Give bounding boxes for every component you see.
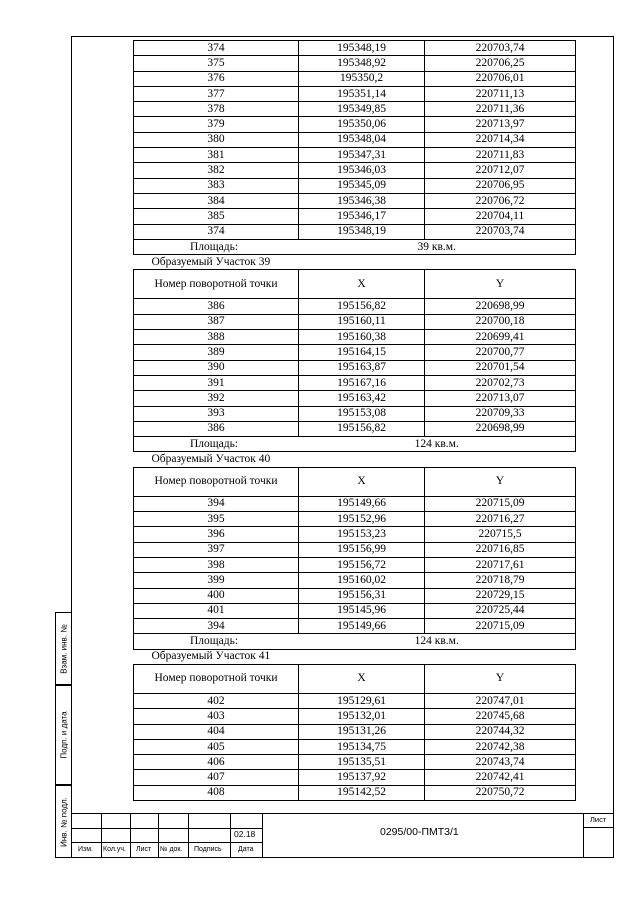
document-code: 0295/00-ПМТ3/1 xyxy=(380,826,459,838)
header-x: X xyxy=(299,467,425,496)
x-coordinate-cell: 195163,87 xyxy=(299,360,425,375)
point-number-cell: 391 xyxy=(134,375,299,390)
y-coordinate-cell: 220713,07 xyxy=(425,391,576,406)
area-label: Площадь: xyxy=(134,634,299,649)
header-y: Y xyxy=(425,467,576,496)
area-value: 124 кв.м. xyxy=(299,437,576,452)
side-stamp-vzam xyxy=(55,612,71,685)
area-row xyxy=(134,634,576,649)
table-row xyxy=(134,56,576,71)
table-row xyxy=(134,619,576,634)
table-row xyxy=(134,299,576,314)
table-row xyxy=(134,512,576,527)
y-coordinate-cell: 220698,99 xyxy=(425,421,576,436)
x-coordinate-cell: 195137,92 xyxy=(299,770,425,785)
point-number-cell: 389 xyxy=(134,345,299,360)
point-number-cell: 403 xyxy=(134,709,299,724)
x-coordinate-cell: 195149,66 xyxy=(299,496,425,511)
point-number-cell: 388 xyxy=(134,330,299,345)
table-row xyxy=(134,132,576,147)
side-stamp-podp-label: Подп. и дата xyxy=(59,711,68,759)
point-number-cell: 374 xyxy=(134,41,299,56)
table-row xyxy=(134,163,576,178)
table-row xyxy=(134,375,576,390)
table-row xyxy=(134,117,576,132)
point-number-cell: 384 xyxy=(134,193,299,208)
y-coordinate-cell: 220716,27 xyxy=(425,512,576,527)
y-coordinate-cell: 220715,09 xyxy=(425,619,576,634)
point-number-cell: 401 xyxy=(134,603,299,618)
point-number-cell: 408 xyxy=(134,785,299,800)
area-value: 39 кв.м. xyxy=(299,239,576,254)
section-title: Образуемый Участок 41 xyxy=(134,649,576,664)
x-coordinate-cell: 195153,23 xyxy=(299,527,425,542)
point-number-cell: 406 xyxy=(134,755,299,770)
y-coordinate-cell: 220729,15 xyxy=(425,588,576,603)
x-coordinate-cell: 195345,09 xyxy=(299,178,425,193)
y-coordinate-cell: 220706,72 xyxy=(425,193,576,208)
x-coordinate-cell: 195129,61 xyxy=(299,693,425,708)
x-coordinate-cell: 195346,38 xyxy=(299,193,425,208)
y-coordinate-cell: 220747,01 xyxy=(425,693,576,708)
y-coordinate-cell: 220711,83 xyxy=(425,148,576,163)
x-coordinate-cell: 195160,38 xyxy=(299,330,425,345)
point-number-cell: 399 xyxy=(134,573,299,588)
point-number-cell: 390 xyxy=(134,360,299,375)
x-coordinate-cell: 195348,92 xyxy=(299,56,425,71)
table-row xyxy=(134,785,576,800)
x-coordinate-cell: 195135,51 xyxy=(299,755,425,770)
section-title-row xyxy=(134,255,576,270)
side-stamp-podp xyxy=(55,685,71,785)
x-coordinate-cell: 195156,31 xyxy=(299,588,425,603)
point-number-cell: 400 xyxy=(134,588,299,603)
title-col-date: Дата xyxy=(238,846,254,853)
point-number-cell: 386 xyxy=(134,299,299,314)
point-number-cell: 381 xyxy=(134,148,299,163)
y-coordinate-cell: 220706,95 xyxy=(425,178,576,193)
table-row xyxy=(134,421,576,436)
table-row xyxy=(134,330,576,345)
x-coordinate-cell: 195348,04 xyxy=(299,132,425,147)
table-row xyxy=(134,41,576,56)
section-title-row xyxy=(134,452,576,467)
y-coordinate-cell: 220714,34 xyxy=(425,132,576,147)
table-row xyxy=(134,148,576,163)
x-coordinate-cell: 195346,03 xyxy=(299,163,425,178)
table-row xyxy=(134,71,576,86)
y-coordinate-cell: 220745,68 xyxy=(425,709,576,724)
table-row xyxy=(134,209,576,224)
point-number-cell: 385 xyxy=(134,209,299,224)
x-coordinate-cell: 195153,08 xyxy=(299,406,425,421)
y-coordinate-cell: 220750,72 xyxy=(425,785,576,800)
y-coordinate-cell: 220715,5 xyxy=(425,527,576,542)
point-number-cell: 379 xyxy=(134,117,299,132)
table-row xyxy=(134,193,576,208)
table-row xyxy=(134,314,576,329)
y-coordinate-cell: 220742,38 xyxy=(425,739,576,754)
area-label: Площадь: xyxy=(134,239,299,254)
x-coordinate-cell: 195131,26 xyxy=(299,724,425,739)
y-coordinate-cell: 220718,79 xyxy=(425,573,576,588)
area-value: 124 кв.м. xyxy=(299,634,576,649)
header-point-number: Номер поворотной точки xyxy=(134,664,299,693)
title-col-sign: Подпись xyxy=(194,846,222,853)
title-block-number: 02.18 xyxy=(234,829,256,839)
section-title: Образуемый Участок 40 xyxy=(134,452,576,467)
table-row xyxy=(134,542,576,557)
table-row xyxy=(134,391,576,406)
header-y: Y xyxy=(425,270,576,299)
side-stamp-inv xyxy=(55,785,71,858)
x-coordinate-cell: 195349,85 xyxy=(299,102,425,117)
area-row xyxy=(134,437,576,452)
y-coordinate-cell: 220701,54 xyxy=(425,360,576,375)
table-row xyxy=(134,224,576,239)
header-y: Y xyxy=(425,664,576,693)
x-coordinate-cell: 195156,82 xyxy=(299,421,425,436)
sheet-label: Лист xyxy=(590,815,607,824)
table-row xyxy=(134,345,576,360)
y-coordinate-cell: 220706,01 xyxy=(425,71,576,86)
area-label: Площадь: xyxy=(134,437,299,452)
side-stamp-vzam-label: Взам. инв. № xyxy=(59,623,68,674)
section-title-row xyxy=(134,649,576,664)
point-number-cell: 374 xyxy=(134,224,299,239)
title-col-kolуч: Кол.уч. xyxy=(103,846,126,853)
point-number-cell: 382 xyxy=(134,163,299,178)
y-coordinate-cell: 220706,25 xyxy=(425,56,576,71)
table-header-row xyxy=(134,270,576,299)
y-coordinate-cell: 220709,33 xyxy=(425,406,576,421)
table-row xyxy=(134,406,576,421)
header-x: X xyxy=(299,664,425,693)
x-coordinate-cell: 195149,66 xyxy=(299,619,425,634)
point-number-cell: 375 xyxy=(134,56,299,71)
table-header-row xyxy=(134,467,576,496)
x-coordinate-cell: 195350,06 xyxy=(299,117,425,132)
header-point-number: Номер поворотной точки xyxy=(134,467,299,496)
y-coordinate-cell: 220711,36 xyxy=(425,102,576,117)
y-coordinate-cell: 220742,41 xyxy=(425,770,576,785)
table-row xyxy=(134,603,576,618)
point-number-cell: 398 xyxy=(134,557,299,572)
title-col-izm: Изм. xyxy=(78,846,93,853)
point-number-cell: 395 xyxy=(134,512,299,527)
y-coordinate-cell: 220711,13 xyxy=(425,86,576,101)
x-coordinate-cell: 195167,16 xyxy=(299,375,425,390)
section-title: Образуемый Участок 39 xyxy=(134,255,576,270)
y-coordinate-cell: 220725,44 xyxy=(425,603,576,618)
x-coordinate-cell: 195152,96 xyxy=(299,512,425,527)
table-row xyxy=(134,360,576,375)
x-coordinate-cell: 195163,42 xyxy=(299,391,425,406)
point-number-cell: 377 xyxy=(134,86,299,101)
y-coordinate-cell: 220698,99 xyxy=(425,299,576,314)
y-coordinate-cell: 220703,74 xyxy=(425,41,576,56)
x-coordinate-cell: 195142,52 xyxy=(299,785,425,800)
table-header-row xyxy=(134,664,576,693)
table-row xyxy=(134,557,576,572)
table-row xyxy=(134,573,576,588)
header-point-number: Номер поворотной точки xyxy=(134,270,299,299)
y-coordinate-cell: 220744,32 xyxy=(425,724,576,739)
side-stamp-inv-label: Инв. № подл. xyxy=(59,796,68,847)
x-coordinate-cell: 195156,82 xyxy=(299,299,425,314)
point-number-cell: 397 xyxy=(134,542,299,557)
table-row xyxy=(134,86,576,101)
table-row xyxy=(134,755,576,770)
y-coordinate-cell: 220703,74 xyxy=(425,224,576,239)
table-row xyxy=(134,693,576,708)
y-coordinate-cell: 220743,74 xyxy=(425,755,576,770)
y-coordinate-cell: 220717,61 xyxy=(425,557,576,572)
title-col-list: Лист xyxy=(136,846,152,853)
point-number-cell: 394 xyxy=(134,619,299,634)
x-coordinate-cell: 195145,96 xyxy=(299,603,425,618)
header-x: X xyxy=(299,270,425,299)
y-coordinate-cell: 220716,85 xyxy=(425,542,576,557)
x-coordinate-cell: 195160,11 xyxy=(299,314,425,329)
point-number-cell: 394 xyxy=(134,496,299,511)
x-coordinate-cell: 195348,19 xyxy=(299,41,425,56)
y-coordinate-cell: 220715,09 xyxy=(425,496,576,511)
y-coordinate-cell: 220712,07 xyxy=(425,163,576,178)
x-coordinate-cell: 195347,31 xyxy=(299,148,425,163)
point-number-cell: 404 xyxy=(134,724,299,739)
y-coordinate-cell: 220699,41 xyxy=(425,330,576,345)
area-row xyxy=(134,239,576,254)
table-row xyxy=(134,588,576,603)
y-coordinate-cell: 220704,11 xyxy=(425,209,576,224)
x-coordinate-cell: 195350,2 xyxy=(299,71,425,86)
y-coordinate-cell: 220700,77 xyxy=(425,345,576,360)
point-number-cell: 380 xyxy=(134,132,299,147)
point-number-cell: 405 xyxy=(134,739,299,754)
x-coordinate-cell: 195346,17 xyxy=(299,209,425,224)
table-row xyxy=(134,739,576,754)
point-number-cell: 407 xyxy=(134,770,299,785)
table-row xyxy=(134,527,576,542)
point-number-cell: 378 xyxy=(134,102,299,117)
table-row xyxy=(134,496,576,511)
table-row xyxy=(134,102,576,117)
x-coordinate-cell: 195351,14 xyxy=(299,86,425,101)
title-col-doc: № док. xyxy=(160,846,183,853)
x-coordinate-cell: 195160,02 xyxy=(299,573,425,588)
x-coordinate-cell: 195132,01 xyxy=(299,709,425,724)
y-coordinate-cell: 220702,73 xyxy=(425,375,576,390)
table-row xyxy=(134,178,576,193)
point-number-cell: 402 xyxy=(134,693,299,708)
table-row xyxy=(134,709,576,724)
point-number-cell: 392 xyxy=(134,391,299,406)
x-coordinate-cell: 195156,99 xyxy=(299,542,425,557)
y-coordinate-cell: 220713,97 xyxy=(425,117,576,132)
point-number-cell: 387 xyxy=(134,314,299,329)
x-coordinate-cell: 195164,15 xyxy=(299,345,425,360)
point-number-cell: 396 xyxy=(134,527,299,542)
x-coordinate-cell: 195134,75 xyxy=(299,739,425,754)
x-coordinate-cell: 195348,19 xyxy=(299,224,425,239)
table-row xyxy=(134,724,576,739)
x-coordinate-cell: 195156,72 xyxy=(299,557,425,572)
point-number-cell: 383 xyxy=(134,178,299,193)
point-number-cell: 376 xyxy=(134,71,299,86)
table-row xyxy=(134,770,576,785)
point-number-cell: 393 xyxy=(134,406,299,421)
point-number-cell: 386 xyxy=(134,421,299,436)
y-coordinate-cell: 220700,18 xyxy=(425,314,576,329)
coordinates-table xyxy=(133,40,576,801)
